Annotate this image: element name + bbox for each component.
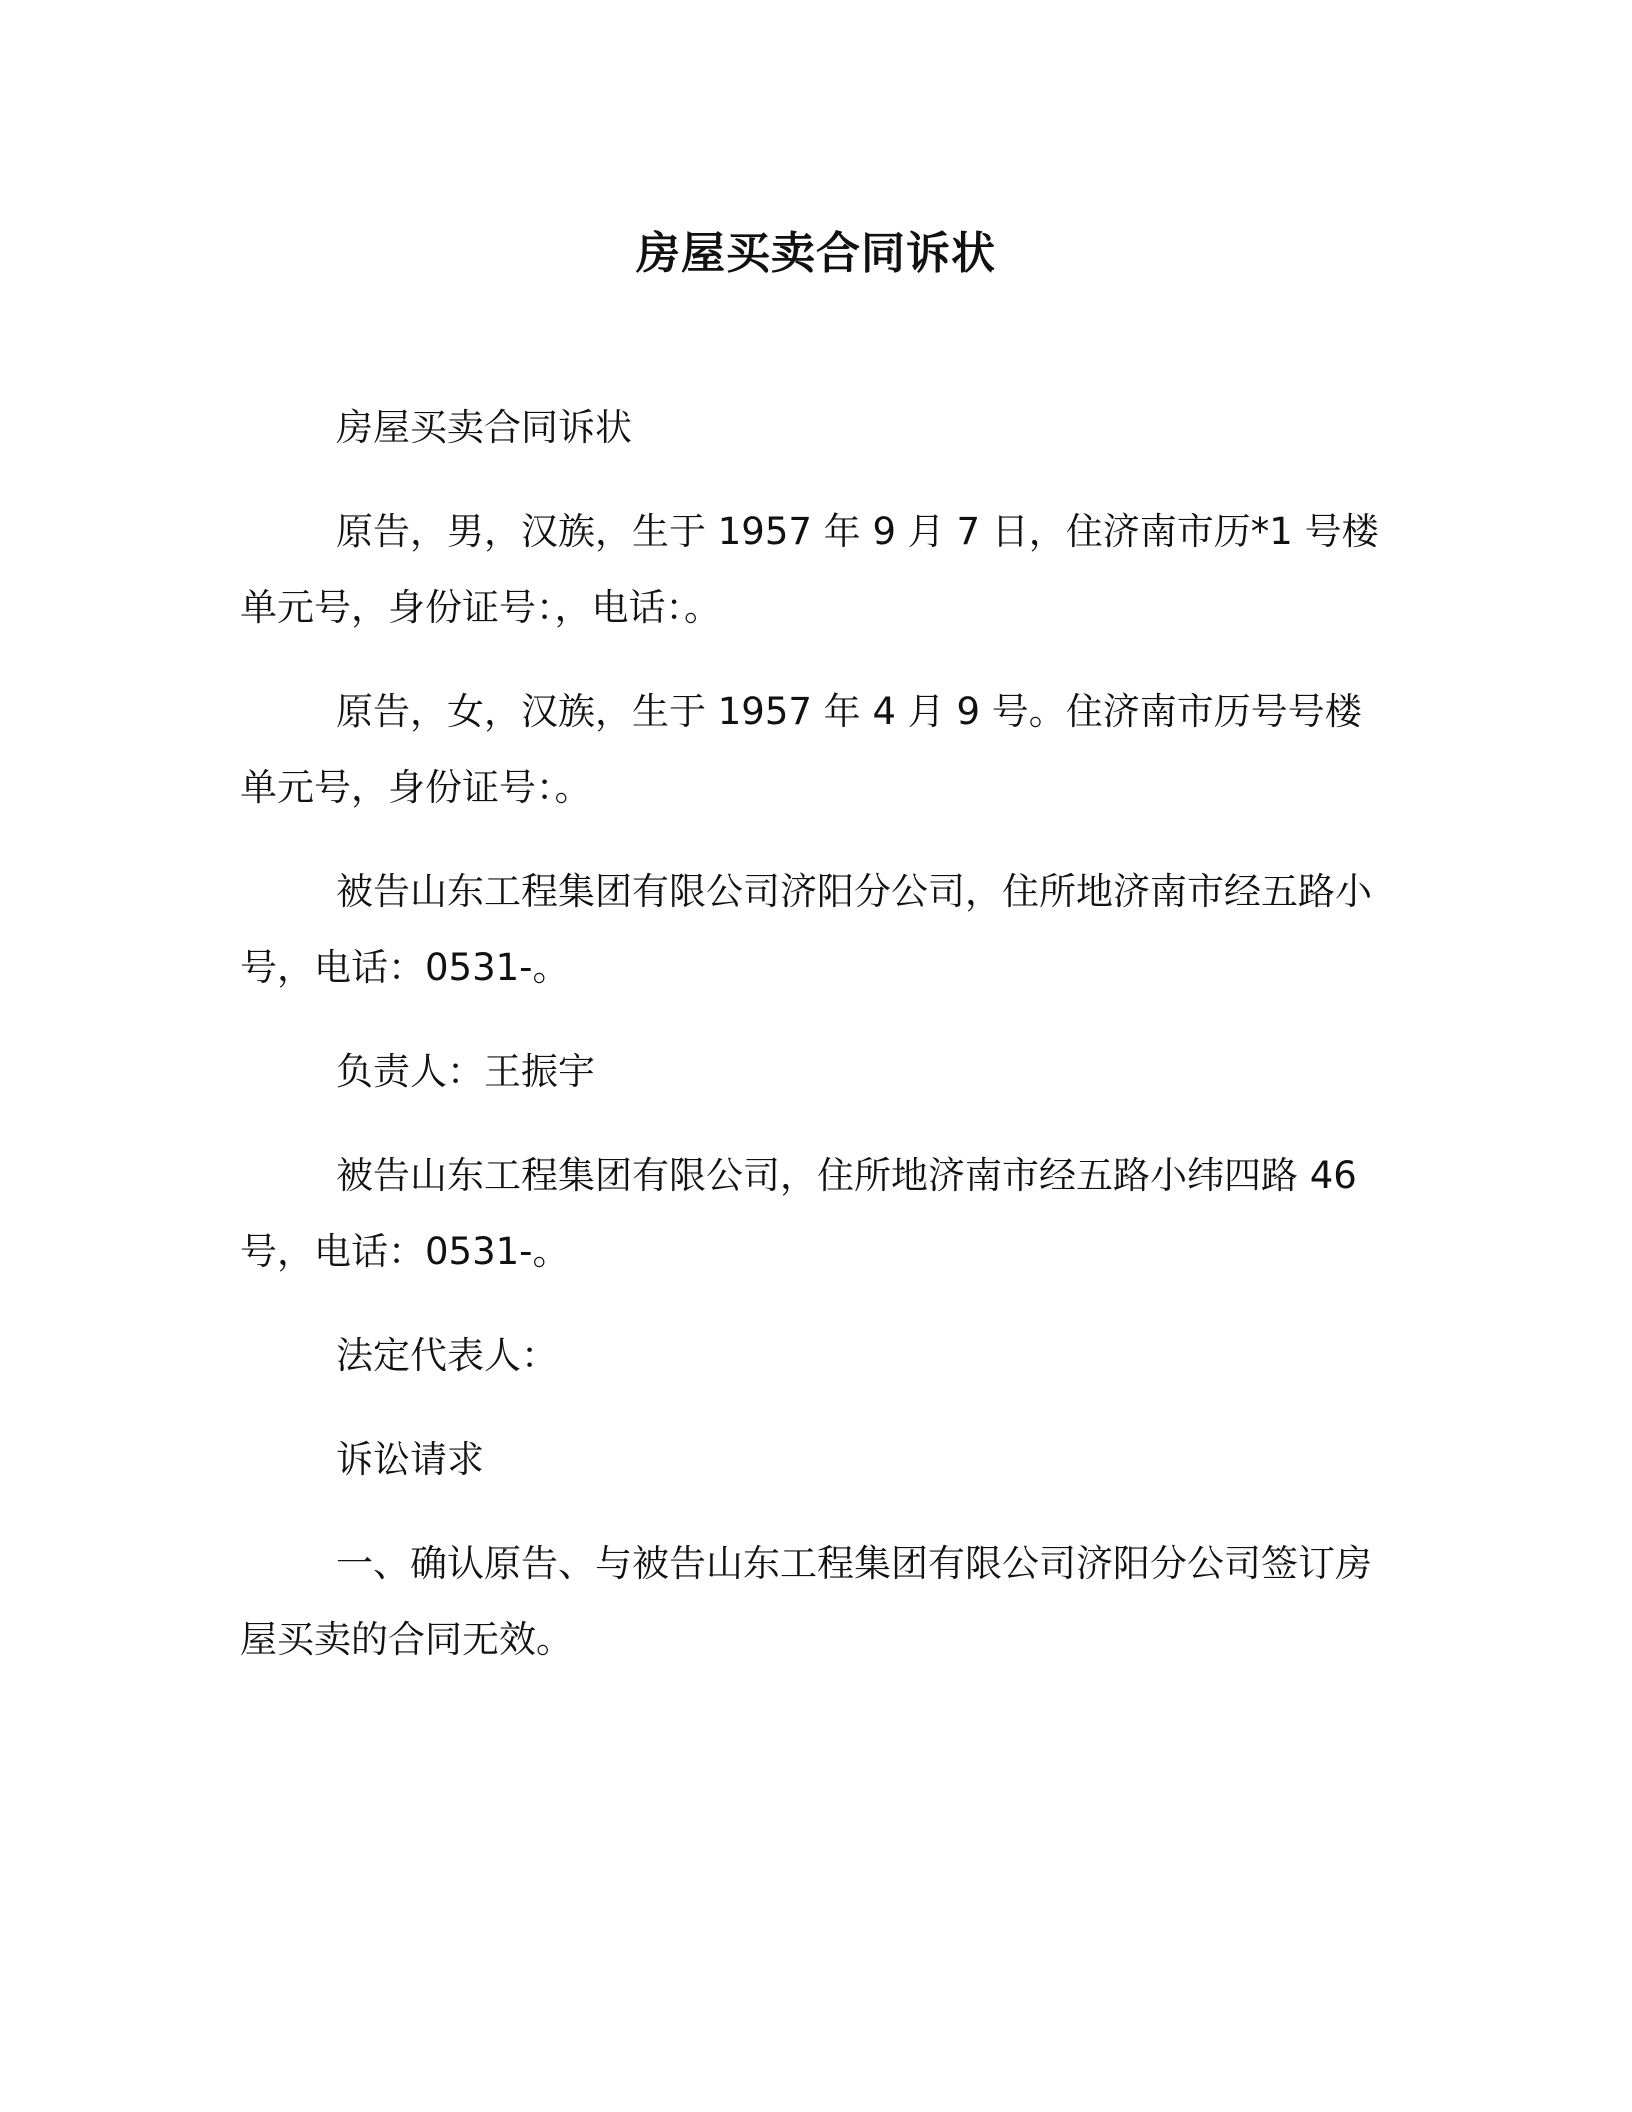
document-body bbox=[240, 390, 1390, 1706]
paragraph-claim-1: 一、确认原告、与被告山东工程集团有限公司济阳分公司签订房屋买卖的合同无效。 bbox=[240, 1542, 1372, 1661]
paragraph-heading: 房屋买卖合同诉状 bbox=[336, 406, 632, 449]
paragraph-plaintiff-male: 原告，男，汉族，生于 1957 年 9 月 7 日，住济南市历*1 号楼单元号，身份证号：，电话：。 bbox=[240, 510, 1379, 629]
document-title: 房屋买卖合同诉状 bbox=[636, 228, 996, 279]
paragraph-defendant-branch: 被告山东工程集团有限公司济阳分公司，住所地济南市经五路小号，电话：0531-。 bbox=[240, 870, 1372, 989]
paragraph-defendant-company: 被告山东工程集团有限公司，住所地济南市经五路小纬四路 46 号，电话：0531-。 bbox=[240, 1154, 1357, 1273]
paragraph-plaintiff-female: 原告，女，汉族，生于 1957 年 4 月 9 号。住济南市历号号楼单元号，身份证号：。 bbox=[240, 690, 1362, 809]
paragraph-claims-heading: 诉讼请求 bbox=[336, 1438, 484, 1481]
paragraph-legal-representative: 法定代表人： bbox=[336, 1334, 558, 1377]
paragraph-person-in-charge: 负责人：王振宇 bbox=[336, 1050, 595, 1093]
